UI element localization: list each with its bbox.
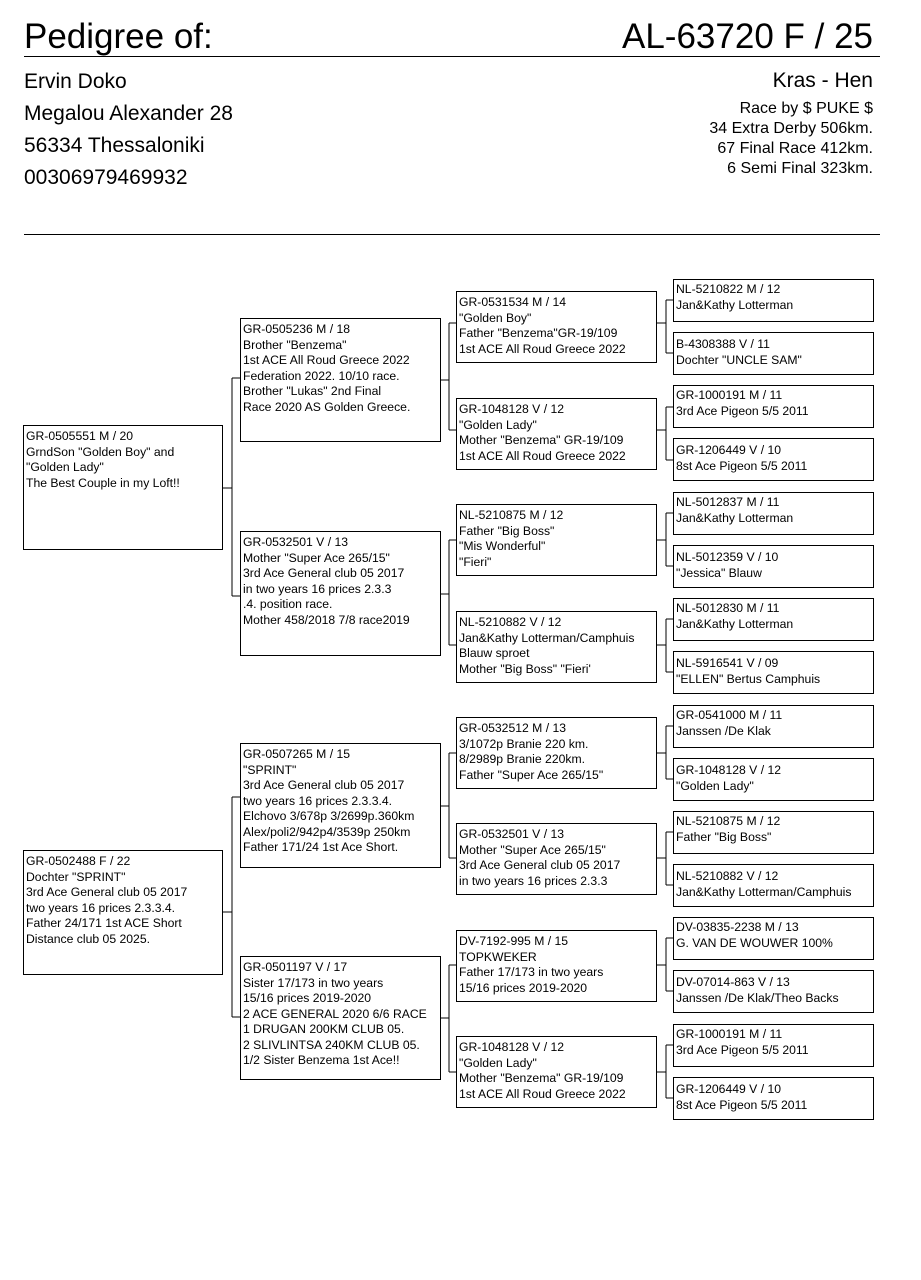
pedigree-g4-box <box>673 332 874 375</box>
pedigree-g4-box <box>673 492 874 535</box>
note-line: 3rd Ace Pigeon 5/5 2011 <box>676 403 809 418</box>
note-line: "Golden Lady" <box>26 460 104 474</box>
note-line: Jan&Kathy Lotterman <box>676 616 794 631</box>
ring-number: GR-0531534 M / 14 <box>459 295 567 309</box>
note-line: "SPRINT" <box>243 762 297 777</box>
note-line: in two years 16 prices 2.3.3 <box>243 581 392 596</box>
bird-name: Kras - Hen <box>772 69 873 92</box>
pedigree-g4-box <box>673 545 874 588</box>
note-line: Mother "Super Ace 265/15" <box>459 842 606 857</box>
race-result: 67 Final Race 412km. <box>717 140 873 157</box>
ring-number: NL-5210822 M / 12 <box>676 282 781 296</box>
pedigree-g4-box <box>673 279 874 322</box>
page-title: Pedigree of: <box>24 17 213 56</box>
ring-number: GR-1048128 V / 12 <box>676 763 782 777</box>
ring-number: DV-03835-2238 M / 13 <box>676 920 799 934</box>
owner-phone: 00306979469932 <box>24 166 188 189</box>
ring-number: AL-63720 F / 25 <box>622 17 873 56</box>
pedigree-fmf-box <box>456 504 657 576</box>
note-line: Father "Big Boss" <box>676 829 772 844</box>
note-line: 3/1072p Branie 220 km. <box>459 736 589 751</box>
note-line: Janssen /De Klak/Theo Backs <box>676 990 839 1005</box>
pedigree-fmm-box <box>456 611 657 683</box>
ring-number: GR-1206449 V / 10 <box>676 1082 782 1096</box>
note-line: "Golden Boy" <box>459 310 532 325</box>
ring-number: GR-1000191 M / 11 <box>676 1027 783 1041</box>
pedigree-g4-box <box>673 758 874 801</box>
note-line: 2 SLIVLINTSA 240KM CLUB 05. <box>243 1037 420 1052</box>
note-line: Distance club 05 2025. <box>26 931 150 946</box>
owner-name: Ervin Doko <box>24 70 127 93</box>
note-line: The Best Couple in my Loft!! <box>26 475 180 490</box>
pedigree-mmf-box <box>456 930 657 1002</box>
note-line: 1/2 Sister Benzema 1st Ace!! <box>243 1053 400 1067</box>
note-line: 1st ACE All Roud Greece 2022 <box>459 1086 626 1101</box>
ring-number: NL-5210882 V / 12 <box>676 869 779 883</box>
ring-number: NL-5916541 V / 09 <box>676 656 779 670</box>
ring-number: GR-0505551 M / 20 <box>26 429 134 443</box>
note-line: GrndSon "Golden Boy" and <box>26 444 175 459</box>
note-line: "ELLEN" Bertus Camphuis <box>676 671 821 686</box>
note-line: Mother "Super Ace 265/15" <box>243 550 390 565</box>
note-line: 8st Ace Pigeon 5/5 2011 <box>676 1097 808 1112</box>
note-line: 1 DRUGAN 200KM CLUB 05. <box>243 1022 405 1036</box>
ring-number: NL-5012837 M / 11 <box>676 495 780 509</box>
note-line: Elchovo 3/678p 3/2699p.360km <box>243 809 415 823</box>
note-line: 3rd Ace General club 05 2017 <box>459 858 621 872</box>
note-line: Jan&Kathy Lotterman <box>676 297 794 312</box>
pedigree-mff-box <box>456 717 657 789</box>
pedigree-g4-box <box>673 1077 874 1120</box>
note-line: Father "Benzema"GR-19/109 <box>459 326 618 340</box>
note-line: Mother "Big Boss" "Fieri' <box>459 661 591 676</box>
note-line: "Golden Lady" <box>459 417 537 432</box>
note-line: Father 17/173 in two years <box>459 965 604 979</box>
note-line: Jan&Kathy Lotterman/Camphuis <box>676 884 852 899</box>
pedigree-g4-box <box>673 651 874 694</box>
note-line: Mother "Benzema" GR-19/109 <box>459 433 624 447</box>
ring-number: GR-0507265 M / 15 <box>243 747 351 761</box>
pedigree-g4-box <box>673 598 874 641</box>
pedigree-g4-box <box>673 385 874 428</box>
race-by: Race by $ PUKE $ <box>739 100 873 117</box>
pedigree-g4-box <box>673 811 874 854</box>
note-line: "Golden Lady" <box>459 1055 537 1070</box>
note-line: 1st ACE All Roud Greece 2022 <box>459 341 626 356</box>
note-line: 15/16 prices 2019-2020 <box>243 991 372 1005</box>
pedigree-mm-box <box>240 956 441 1080</box>
note-line: 3rd Ace General club 05 2017 <box>26 885 188 899</box>
note-line: Alex/poli2/942p4/3539p 250km <box>243 824 411 839</box>
note-line: Sister 17/173 in two years <box>243 975 384 990</box>
ring-number: GR-0502488 F / 22 <box>26 854 131 868</box>
ring-number: NL-5012359 V / 10 <box>676 550 779 564</box>
note-line: Jan&Kathy Lotterman/Camphuis <box>459 630 635 645</box>
owner-city: 56334 Thessaloniki <box>24 134 205 157</box>
pedigree-father-box <box>23 425 223 550</box>
pedigree-g4-box <box>673 438 874 481</box>
note-line: two years 16 prices 2.3.3.4. <box>243 793 393 808</box>
note-line: G. VAN DE WOUWER 100% <box>676 935 833 950</box>
pedigree-mmm-box <box>456 1036 657 1108</box>
note-line: Father 171/24 1st Ace Short. <box>243 840 399 854</box>
race-result: 34 Extra Derby 506km. <box>709 120 873 137</box>
pedigree-ff-box <box>240 318 441 442</box>
note-line: "Golden Lady" <box>676 778 754 793</box>
note-line: Jan&Kathy Lotterman <box>676 510 794 525</box>
ring-number: GR-0541000 M / 11 <box>676 708 783 722</box>
ring-number: GR-0532501 V / 13 <box>459 827 565 841</box>
pedigree-mfm-box <box>456 823 657 895</box>
note-line: TOPKWEKER <box>459 949 537 964</box>
note-line: "Jessica" Blauw <box>676 565 762 580</box>
note-line: 3rd Ace General club 05 2017 <box>243 566 405 580</box>
pedigree-g4-box <box>673 864 874 907</box>
ring-number: GR-1206449 V / 10 <box>676 443 782 457</box>
ring-number: NL-5012830 M / 11 <box>676 601 780 615</box>
ring-number: GR-1048128 V / 12 <box>459 1040 565 1054</box>
owner-street: Megalou Alexander 28 <box>24 102 233 125</box>
ring-number: GR-1000191 M / 11 <box>676 388 783 402</box>
ring-number: NL-5210875 M / 12 <box>459 508 564 522</box>
pedigree-mother-box <box>23 850 223 975</box>
note-line: "Fieri" <box>459 554 492 569</box>
note-line: Race 2020 AS Golden Greece. <box>243 399 411 414</box>
note-line: 2 ACE GENERAL 2020 6/6 RACE <box>243 1006 427 1021</box>
pedigree-g4-box <box>673 1024 874 1067</box>
ring-number: NL-5210882 V / 12 <box>459 615 562 629</box>
ring-number: NL-5210875 M / 12 <box>676 814 781 828</box>
ring-number: B-4308388 V / 11 <box>676 337 770 351</box>
note-line: 8/2989p Branie 220km. <box>459 752 586 766</box>
race-result: 6 Semi Final 323km. <box>727 160 873 177</box>
note-line: Father 24/171 1st ACE Short <box>26 916 182 930</box>
note-line: Father "Big Boss" <box>459 523 555 538</box>
note-line: 15/16 prices 2019-2020 <box>459 980 588 995</box>
note-line: 3rd Ace General club 05 2017 <box>243 778 405 792</box>
note-line: Blauw sproet <box>459 646 530 660</box>
ring-number: GR-0505236 M / 18 <box>243 322 351 336</box>
note-line: "Mis Wonderful" <box>459 539 546 553</box>
pedigree-fm-box <box>240 531 441 656</box>
pedigree-mf-box <box>240 743 441 868</box>
note-line: Father "Super Ace 265/15" <box>459 767 604 782</box>
note-line: Brother "Benzema" <box>243 337 347 352</box>
ring-number: GR-1048128 V / 12 <box>459 402 565 416</box>
note-line: Federation 2022. 10/10 race. <box>243 368 400 383</box>
ring-number: GR-0532512 M / 13 <box>459 721 567 735</box>
pedigree-fff-box <box>456 291 657 363</box>
pedigree-ffm-box <box>456 398 657 470</box>
note-line: 1st ACE All Roud Greece 2022 <box>243 353 410 367</box>
ring-number: DV-7192-995 M / 15 <box>459 934 569 948</box>
note-line: in two years 16 prices 2.3.3 <box>459 873 608 888</box>
note-line: 3rd Ace Pigeon 5/5 2011 <box>676 1042 809 1057</box>
pedigree-g4-box <box>673 970 874 1013</box>
ring-number: GR-0501197 V / 17 <box>243 960 348 974</box>
ring-number: DV-07014-863 V / 13 <box>676 975 790 989</box>
ring-number: GR-0532501 V / 13 <box>243 535 349 549</box>
pedigree-g4-box <box>673 917 874 960</box>
note-line: Janssen /De Klak <box>676 723 771 738</box>
note-line: Brother "Lukas" 2nd Final <box>243 384 382 398</box>
note-line: two years 16 prices 2.3.3.4. <box>26 900 176 915</box>
note-line: Mother "Benzema" GR-19/109 <box>459 1071 624 1085</box>
pedigree-g4-box <box>673 705 874 748</box>
note-line: 1st ACE All Roud Greece 2022 <box>459 448 626 463</box>
note-line: Dochter "SPRINT" <box>26 869 126 884</box>
note-line: .4. position race. <box>243 597 333 611</box>
note-line: Dochter "UNCLE SAM" <box>676 352 802 367</box>
note-line: Mother 458/2018 7/8 race2019 <box>243 612 410 627</box>
note-line: 8st Ace Pigeon 5/5 2011 <box>676 458 808 473</box>
